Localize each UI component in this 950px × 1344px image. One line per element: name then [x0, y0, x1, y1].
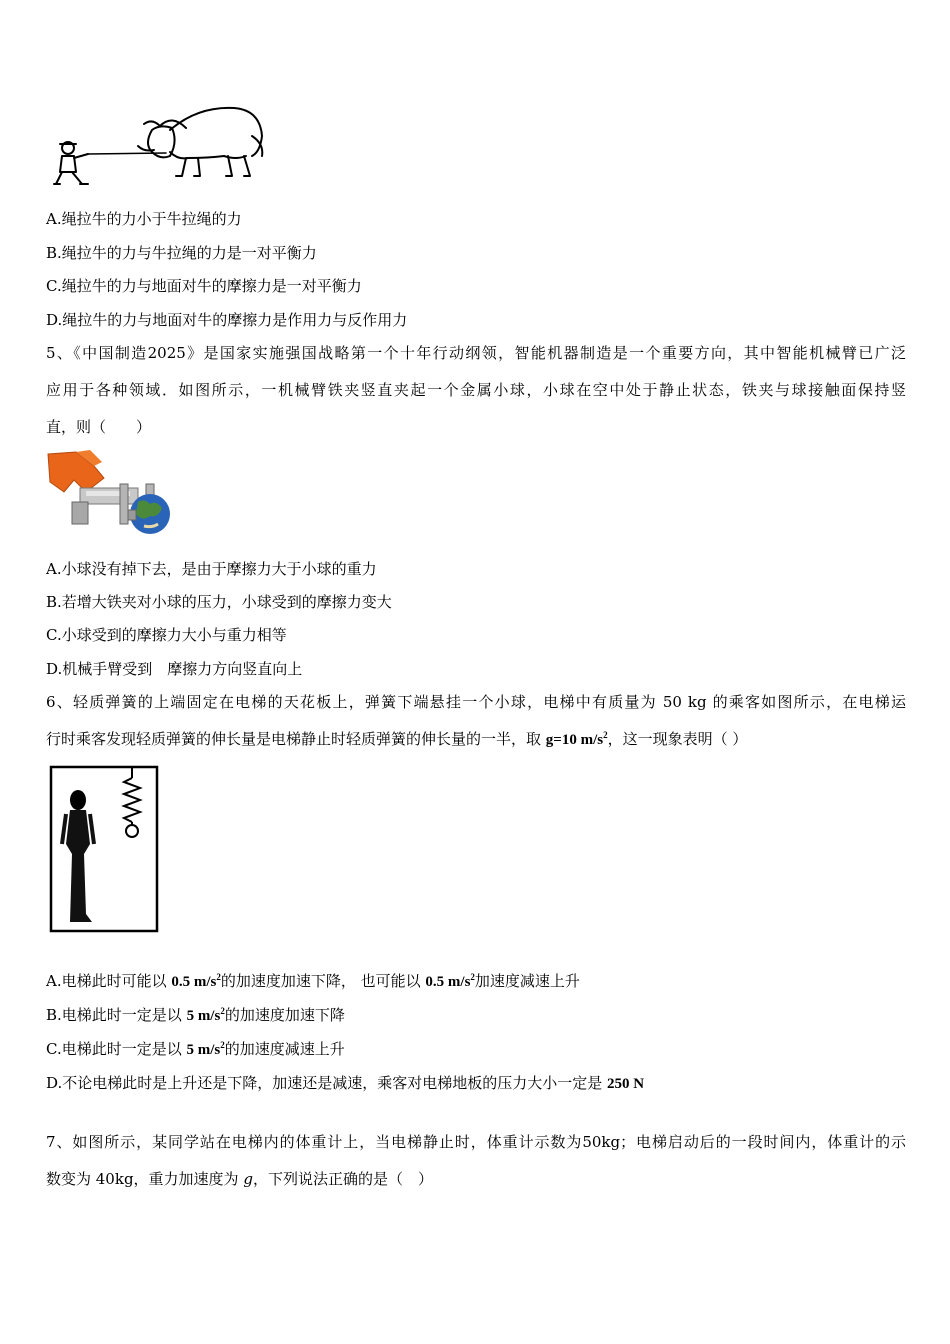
q5-option-a: A.小球没有掉下去，是由于摩擦力大于小球的重力 — [46, 560, 377, 578]
elevator-spring-figure — [48, 764, 160, 936]
q6-option-d: D.不论电梯此时是上升还是下降，加速还是减速，乘客对电梯地板的压力大小一定是 250 N — [46, 1074, 645, 1092]
q6-stem-line1: 6、轻质弹簧的上端固定在电梯的天花板上，弹簧下端悬挂一个小球，电梯中有质量为 50 kg 的乘客如图所示，在电梯运 — [46, 693, 906, 711]
robot-arm-clamp-figure — [46, 448, 174, 540]
q4-option-a: A.绳拉牛的力小于牛拉绳的力 — [46, 210, 242, 228]
q6-option-c: C.电梯此时一定是以 5 $m/s^2$的加速度减速上升 — [46, 1040, 345, 1058]
q5-stem-line1: 5、《中国制造2025》是国家实施强国战略第一个十年行动纲领，智能机器制造是一个重要方向，其中智能机械臂已广泛 — [46, 344, 906, 362]
q4-option-b: B.绳拉牛的力与牛拉绳的力是一对平衡力 — [46, 244, 317, 262]
q7-stem-line1: 7、如图所示，某同学站在电梯内的体重计上，当电梯静止时，体重计示数为50kg；电梯启动后的一段时间内，体重计的示 — [46, 1133, 906, 1151]
q6-stem-line2: 行时乘客发现轻质弹簧的伸长量是电梯静止时轻质弹簧的伸长量的一半，取 g=10 $m/s^2$，这一现象表明（ ） — [46, 730, 748, 748]
q6-option-a: A.电梯此时可能以 0.5 $m/s^2$的加速度加速下降， 也可能以 0.5 $m/s^2$加速度减速上升 — [46, 972, 580, 990]
q5-option-c: C.小球受到的摩擦力大小与重力相等 — [46, 626, 287, 644]
boy-pulling-ox-figure — [48, 100, 270, 192]
q5-stem-line2: 应用于各种领域．如图所示，一机械臂铁夹竖直夹起一个金属小球，小球在空中处于静止状态，铁夹与球接触面保持竖 — [46, 381, 906, 399]
q7-stem-line2: 数变为 40kg，重力加速度为 g，下列说法正确的是（ ） — [46, 1170, 433, 1188]
q6-option-b: B.电梯此时一定是以 5 $m/s^2$的加速度加速下降 — [46, 1006, 345, 1024]
q5-stem-line3: 直，则（ ） — [46, 418, 152, 436]
q4-option-d: D.绳拉牛的力与地面对牛的摩擦力是作用力与反作用力 — [46, 311, 408, 329]
q5-option-d: D.机械手臂受到 摩擦力方向竖直向上 — [46, 660, 303, 678]
q4-option-c: C.绳拉牛的力与地面对牛的摩擦力是一对平衡力 — [46, 277, 362, 295]
q5-option-b: B.若增大铁夹对小球的压力，小球受到的摩擦力变大 — [46, 593, 392, 611]
